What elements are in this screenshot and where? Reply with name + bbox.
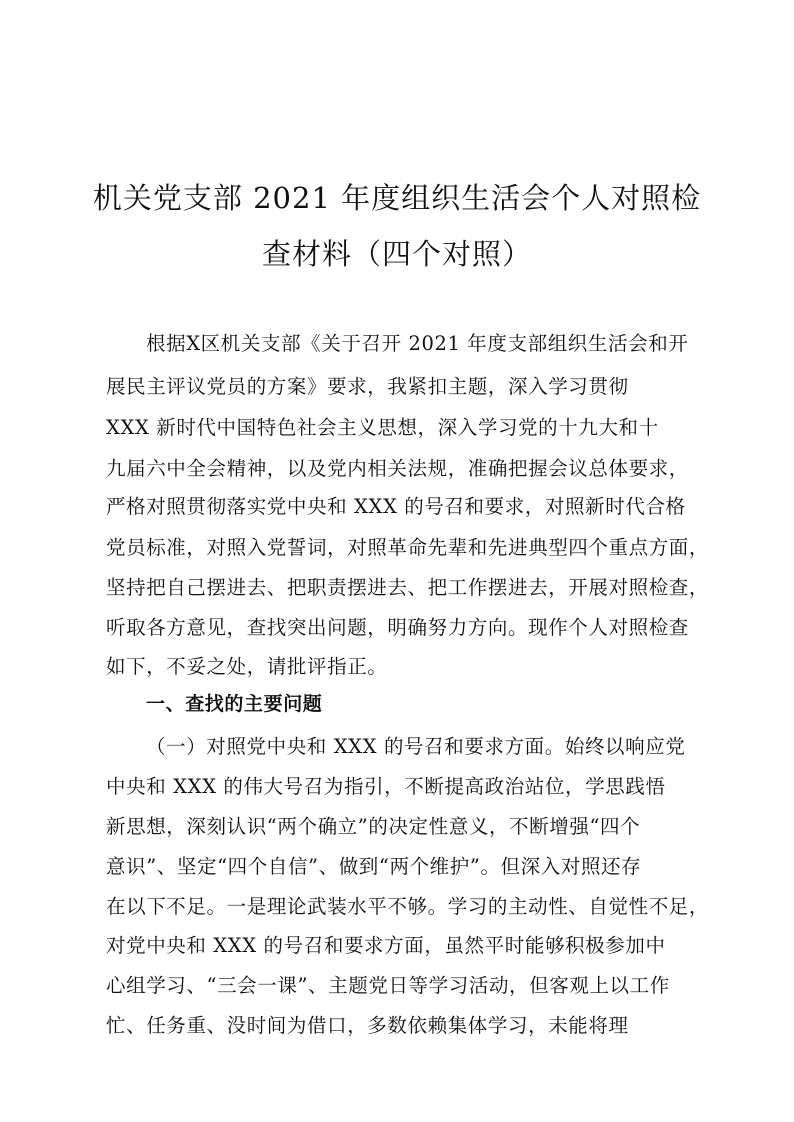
intro-line: XXX 新时代中国特色社会主义思想，深入学习党的十九大和十 <box>106 416 659 439</box>
intro-line: 如下，不妥之处，请批评指正。 <box>106 655 388 678</box>
intro-line: 听取各方意见，查找突出问题，明确努力方向。现作个人对照检查 <box>106 616 689 639</box>
document-title-line-1: 机关党支部 2021 年度组织生活会个人对照检 <box>92 181 702 215</box>
sub-section-line: 在以下不足。一是理论武装水平不够。学习的主动性、自觉性不足， <box>106 895 710 918</box>
intro-line: 严格对照贯彻落实党中央和 XXX 的号召和要求，对照新时代合格 <box>106 495 686 518</box>
sub-section-line: 中央和 XXX 的伟大号召为指引，不断提高政治站位，学思践悟 <box>106 775 666 798</box>
section-heading: 一、查找的主要问题 <box>146 693 323 715</box>
intro-line: 根据X区机关支部《关于召开 2021 年度支部组织生活会和开 <box>146 332 689 355</box>
sub-section-line: （一）对照党中央和 XXX 的号召和要求方面。始终以响应党 <box>146 735 686 758</box>
sub-section-line: 意识”、坚定“四个自信”、做到“两个维护”。但深入对照还存 <box>106 855 642 878</box>
document-title-line-2: 查材料（四个对照） <box>261 237 532 271</box>
sub-section-line: 对党中央和 XXX 的号召和要求方面，虽然平时能够积极参加中 <box>106 934 666 957</box>
sub-section-line: 新思想，深刻认识“两个确立”的决定性意义，不断增强“四个 <box>106 815 641 838</box>
intro-line: 坚持把自己摆进去、把职责摆进去、把工作摆进去，开展对照检查， <box>106 576 710 599</box>
intro-line: 党员标准，对照入党誓词，对照革命先辈和先进典型四个重点方面， <box>106 536 710 559</box>
intro-line: 九届六中全会精神，以及党内相关法规，准确把握会议总体要求， <box>106 457 689 480</box>
sub-section-line: 忙、任务重、没时间为借口，多数依赖集体学习，未能将理 <box>106 1014 629 1037</box>
sub-section-line: 心组学习、“三会一课”、主题党日等学习活动，但客观上以工作 <box>106 974 670 997</box>
intro-line: 展民主评议党员的方案》要求，我紧扣主题，深入学习贯彻 <box>106 375 629 398</box>
